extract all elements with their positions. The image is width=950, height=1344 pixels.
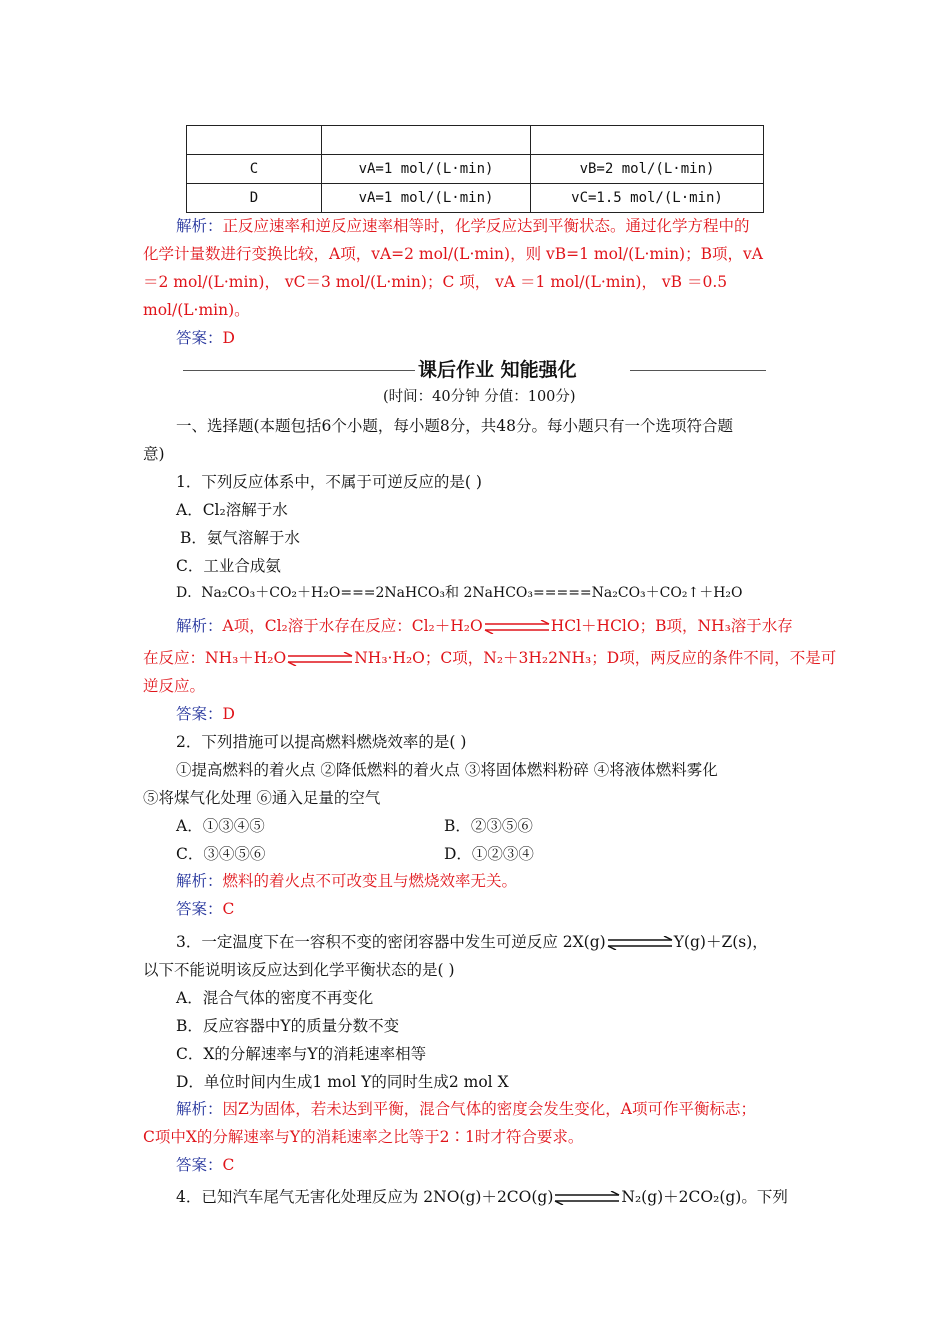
- explanation-text: 燃料的着火点不可改变且与燃烧效率无关。: [222, 872, 518, 890]
- jiexi-label: 解析：: [176, 617, 223, 635]
- option-a: A．①③④⑤: [176, 817, 265, 835]
- question-stem: [176, 930, 768, 952]
- jiexi-label: 解析：: [176, 217, 223, 235]
- table-cell: [187, 126, 322, 155]
- equilibrium-arrow-icon: [286, 652, 354, 666]
- section-title: 课后作业 知能强化: [418, 359, 577, 381]
- explanation-text: ＝2 mol/(L·min)， vC＝3 mol/(L·min)；C 项， vA ＝1 mol/(L·min)， vB ＝0.5: [143, 273, 728, 291]
- question-text: N₂(g)＋2CO₂(g)。下列: [621, 1188, 788, 1206]
- explanation-line: [176, 614, 793, 636]
- question-stem: 1．下列反应体系中，不属于可逆反应的是( ): [176, 473, 482, 491]
- question-stem: 2．下列措施可以提高燃料燃烧效率的是( ): [176, 733, 467, 751]
- table-cell: vC=1.5 mol/(L·min): [531, 184, 764, 213]
- table-cell: vB=2 mol/(L·min): [531, 155, 764, 184]
- table-row: [187, 184, 764, 213]
- option-c: C．X的分解速率与Y的消耗速率相等: [176, 1045, 427, 1063]
- part-heading: 意): [143, 445, 165, 463]
- part-heading: 一、选择题(本题包括6个小题，每小题8分，共48分。每小题只有一个选项符合题: [176, 417, 733, 435]
- question-stem: [176, 1185, 788, 1207]
- jiexi-label: 解析：: [176, 872, 223, 890]
- answer-value: C: [222, 1156, 235, 1174]
- data-table: [186, 125, 764, 213]
- equilibrium-arrow-icon: [553, 1191, 621, 1205]
- explanation-line: [143, 646, 836, 668]
- explanation-text: 正反应速率和逆反应速率相等时，化学反应达到平衡状态。通过化学方程中的: [222, 217, 750, 235]
- option-b: B．反应容器中Y的质量分数不变: [176, 1017, 400, 1035]
- explanation-line: [176, 1097, 756, 1119]
- answer-value: D: [222, 329, 235, 347]
- table-cell: [322, 126, 531, 155]
- option-a: A．混合气体的密度不再变化: [176, 989, 374, 1007]
- answer-label: 答案：: [176, 900, 223, 918]
- explanation-text: C项中X的分解速率与Y的消耗速率之比等于2∶1时才符合要求。: [143, 1128, 584, 1146]
- explanation-text: NH₃·H₂O；C项，N₂＋3H₂2NH₃；D项，两反应的条件不同，不是可: [354, 649, 837, 667]
- answer-line: [176, 1153, 234, 1175]
- table-cell: C: [187, 155, 322, 184]
- question-text: Y(g)＋Z(s)，: [673, 933, 768, 951]
- explanation-line: [176, 869, 517, 891]
- answer-label: 答案：: [176, 705, 223, 723]
- option-c: C．③④⑤⑥: [176, 845, 266, 863]
- table-cell: vA=1 mol/(L·min): [322, 155, 531, 184]
- question-text: 3．一定温度下在一容积不变的密闭容器中发生可逆反应 2X(g): [176, 933, 606, 951]
- section-meta: (时间：40分钟 分值：100分): [383, 389, 576, 405]
- answer-label: 答案：: [176, 329, 223, 347]
- option-b: B．氨气溶解于水: [180, 529, 300, 547]
- explanation-text: 因Z为固体，若未达到平衡，混合气体的密度会发生变化，A项可作平衡标志；: [222, 1100, 756, 1118]
- answer-line: [176, 702, 235, 724]
- question-text: 4．已知汽车尾气无害化处理反应为 2NO(g)＋2CO(g): [176, 1188, 554, 1206]
- answer-value: C: [222, 900, 235, 918]
- option-c: C．工业合成氨: [176, 557, 281, 575]
- option-d: D．单位时间内生成1 mol Y的同时生成2 mol X: [176, 1073, 509, 1091]
- question-items: ①提高燃料的着火点 ②降低燃料的着火点 ③将固体燃料粉碎 ④将液体燃料雾化: [176, 761, 718, 779]
- table-cell: vA=1 mol/(L·min): [322, 184, 531, 213]
- jiexi-label: 解析：: [176, 1100, 223, 1118]
- equilibrium-arrow-icon: [483, 620, 551, 634]
- answer-value: D: [222, 705, 235, 723]
- equilibrium-arrow-icon: [606, 936, 674, 950]
- table-row: [187, 155, 764, 184]
- explanation-text: HCl＋HClO；B项，NH₃溶于水存: [550, 617, 793, 635]
- explanation-text: 逆反应。: [143, 677, 206, 695]
- prev-explanation-line: [176, 214, 750, 236]
- table-row: [187, 126, 764, 155]
- answer-line: [176, 326, 235, 348]
- answer-line: [176, 897, 234, 919]
- table-cell: [531, 126, 764, 155]
- table-cell: D: [187, 184, 322, 213]
- option-b: B．②③⑤⑥: [444, 817, 533, 835]
- explanation-text: mol/(L·min)。: [143, 301, 250, 319]
- option-d: D．Na₂CO₃＋CO₂＋H₂O===2NaHCO₃和 2NaHCO₃=====Na₂CO₃＋CO₂↑＋H₂O: [176, 585, 743, 601]
- explanation-text: 化学计量数进行变换比较，A项，vA=2 mol/(L·min)，则 vB=1 mol/(L·min)；B项，vA: [143, 245, 763, 263]
- explanation-text: 在反应：NH₃＋H₂O: [143, 649, 287, 667]
- question-items: ⑤将煤气化处理 ⑥通入足量的空气: [143, 789, 381, 807]
- question-stem: 以下不能说明该反应达到化学平衡状态的是( ): [143, 961, 455, 979]
- option-d: D．①②③④: [444, 845, 534, 863]
- section-divider-left: [183, 370, 415, 371]
- option-a: A．Cl₂溶解于水: [176, 501, 288, 519]
- answer-label: 答案：: [176, 1156, 223, 1174]
- section-divider-right: [630, 370, 766, 371]
- explanation-text: A项，Cl₂溶于水存在反应：Cl₂＋H₂O: [222, 617, 483, 635]
